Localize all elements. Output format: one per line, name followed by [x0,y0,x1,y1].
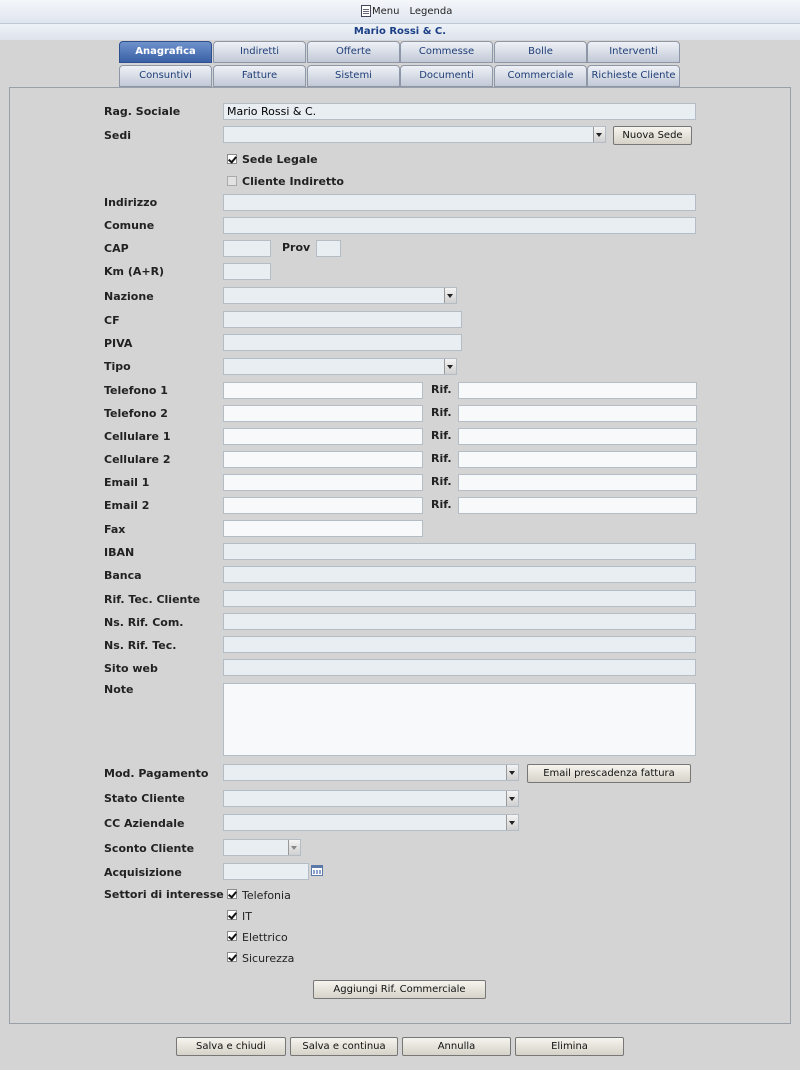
menu-link[interactable]: Menu [372,5,400,17]
cap-label: CAP [104,242,129,255]
acquisizione-input[interactable] [223,863,309,880]
telefono1-input[interactable] [223,382,423,399]
km-input[interactable] [223,263,271,280]
annulla-button[interactable]: Annulla [402,1037,511,1056]
email1-rif-input[interactable] [458,474,697,491]
rif-tec-cliente-input[interactable] [223,590,696,607]
ns-rif-tec-label: Ns. Rif. Tec. [104,639,177,652]
tab-offerte[interactable]: Offerte [307,41,400,63]
cellulare1-label: Cellulare 1 [104,430,171,443]
chevron-down-icon[interactable] [288,840,300,855]
chevron-down-icon[interactable] [593,127,605,142]
sicurezza-label: Sicurezza [242,952,295,965]
sito-web-input[interactable] [223,659,696,676]
rag-sociale-input[interactable]: Mario Rossi & C. [223,103,696,120]
tab-consuntivi[interactable]: Consuntivi [119,65,212,87]
cliente-indiretto-checkbox[interactable] [227,176,237,186]
iban-input[interactable] [223,543,696,560]
note-textarea[interactable] [223,683,696,756]
it-checkbox[interactable] [227,910,237,920]
telefonia-label: Telefonia [242,889,291,902]
cellulare2-input[interactable] [223,451,423,468]
it-label: IT [242,910,252,923]
calendar-icon[interactable] [311,865,323,876]
tab-documenti[interactable]: Documenti [400,65,493,87]
nuova-sede-button[interactable]: Nuova Sede [613,126,692,145]
tab-anagrafica[interactable]: Anagrafica [119,41,212,63]
tab-interventi[interactable]: Interventi [587,41,680,63]
fax-input[interactable] [223,520,423,537]
sede-legale-label: Sede Legale [242,153,318,166]
email2-rif-label: Rif. [431,498,452,511]
aggiungi-rif-commerciale-button[interactable]: Aggiungi Rif. Commerciale [313,980,486,999]
note-label: Note [104,683,134,696]
email2-rif-input[interactable] [458,497,697,514]
document-icon [361,5,371,17]
email2-label: Email 2 [104,499,150,512]
sedi-select[interactable] [223,126,606,143]
email1-label: Email 1 [104,476,150,489]
chevron-down-icon[interactable] [506,815,518,830]
sconto-cliente-label: Sconto Cliente [104,842,195,855]
telefono2-label: Telefono 2 [104,407,168,420]
piva-input[interactable] [223,334,462,351]
ns-rif-com-label: Ns. Rif. Com. [104,616,184,629]
tab-bolle[interactable]: Bolle [494,41,587,63]
sconto-cliente-select[interactable] [223,839,301,856]
sicurezza-checkbox[interactable] [227,952,237,962]
km-label: Km (A+R) [104,265,165,278]
indirizzo-label: Indirizzo [104,196,158,209]
telefono2-input[interactable] [223,405,423,422]
top-menu-bar [0,0,800,24]
tab-commerciale[interactable]: Commerciale [494,65,587,87]
page-title: Mario Rossi & C. [0,24,800,40]
cf-label: CF [104,314,120,327]
comune-input[interactable] [223,217,696,234]
chevron-down-icon[interactable] [506,765,518,780]
sito-web-label: Sito web [104,662,158,675]
ns-rif-tec-input[interactable] [223,636,696,653]
cellulare2-rif-label: Rif. [431,452,452,465]
chevron-down-icon[interactable] [444,359,456,374]
cliente-indiretto-label: Cliente Indiretto [242,175,344,188]
iban-label: IBAN [104,546,135,559]
sedi-label: Sedi [104,129,132,142]
banca-label: Banca [104,569,142,582]
tab-commesse[interactable]: Commesse [400,41,493,63]
prov-input[interactable] [316,240,341,257]
email1-input[interactable] [223,474,423,491]
cellulare1-rif-input[interactable] [458,428,697,445]
elettrico-checkbox[interactable] [227,931,237,941]
salva-continua-button[interactable]: Salva e continua [290,1037,398,1056]
telefono2-rif-input[interactable] [458,405,697,422]
email2-input[interactable] [223,497,423,514]
settori-label: Settori di interesse [104,888,224,901]
tab-fatture[interactable]: Fatture [213,65,306,87]
top-menu [361,5,462,17]
mod-pagamento-label: Mod. Pagamento [104,767,209,780]
tipo-label: Tipo [104,360,131,373]
stato-cliente-select[interactable] [223,790,519,807]
mod-pagamento-select[interactable] [223,764,519,781]
telefonia-checkbox[interactable] [227,889,237,899]
cap-input[interactable] [223,240,271,257]
cellulare1-input[interactable] [223,428,423,445]
sede-legale-checkbox[interactable] [227,154,237,164]
nazione-select[interactable] [223,287,457,304]
telefono2-rif-label: Rif. [431,406,452,419]
cellulare2-rif-input[interactable] [458,451,697,468]
fax-label: Fax [104,523,126,536]
elimina-button[interactable]: Elimina [515,1037,624,1056]
tab-indiretti[interactable]: Indiretti [213,41,306,63]
cc-aziendale-select[interactable] [223,814,519,831]
ns-rif-com-input[interactable] [223,613,696,630]
legend-link[interactable]: Legenda [409,5,453,17]
cellulare1-rif-label: Rif. [431,429,452,442]
email1-rif-label: Rif. [431,475,452,488]
acquisizione-label: Acquisizione [104,866,182,879]
nazione-label: Nazione [104,290,154,303]
tab-richieste-cliente[interactable]: Richieste Cliente [587,65,680,87]
tipo-select[interactable] [223,358,457,375]
comune-label: Comune [104,219,155,232]
telefono1-rif-input[interactable] [458,382,697,399]
prov-label: Prov [282,241,311,254]
rif-tec-cliente-label: Rif. Tec. Cliente [104,593,201,606]
chevron-down-icon[interactable] [444,288,456,303]
telefono1-rif-label: Rif. [431,383,452,396]
telefono1-label: Telefono 1 [104,384,168,397]
salva-chiudi-button[interactable]: Salva e chiudi [176,1037,286,1056]
cc-aziendale-label: CC Aziendale [104,817,185,830]
tab-sistemi[interactable]: Sistemi [307,65,400,87]
cf-input[interactable] [223,311,462,328]
email-prescadenza-button[interactable]: Email prescadenza fattura [527,764,691,783]
rag-sociale-label: Rag. Sociale [104,105,181,118]
indirizzo-input[interactable] [223,194,696,211]
elettrico-label: Elettrico [242,931,288,944]
banca-input[interactable] [223,566,696,583]
chevron-down-icon[interactable] [506,791,518,806]
piva-label: PIVA [104,337,133,350]
cellulare2-label: Cellulare 2 [104,453,171,466]
stato-cliente-label: Stato Cliente [104,792,185,805]
